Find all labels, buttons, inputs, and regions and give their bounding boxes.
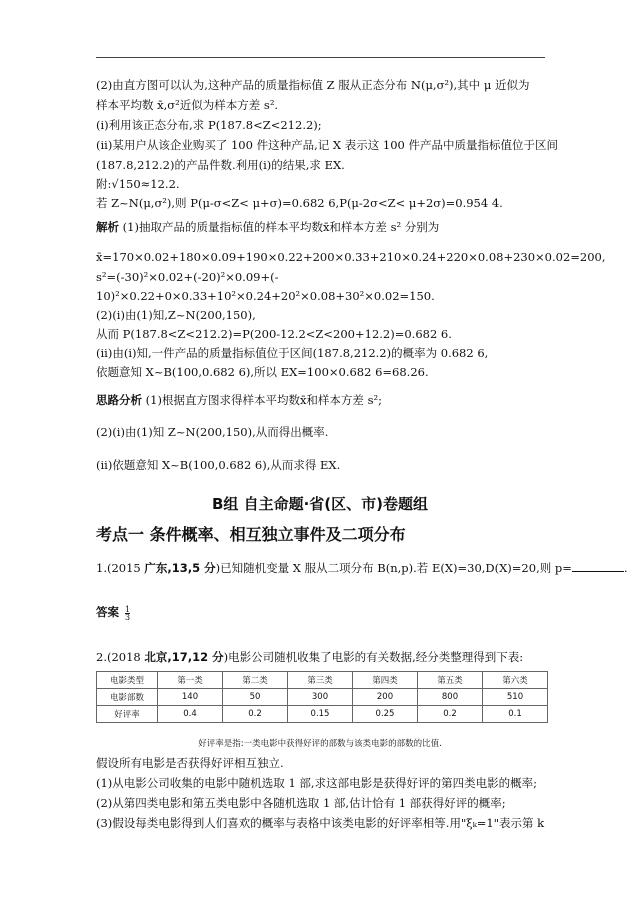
analysis-first-line [96,393,382,408]
table-cell: 电影部数 [97,689,158,706]
table-header-cell: 第四类 [353,672,418,689]
solution-first-line [96,220,439,235]
table-cell: 140 [158,689,223,706]
problem-part2-line: (2)由直方图可以认为,这种产品的质量指标值 Z 服从正态分布 N(μ,σ²),其中 μ 近似为 [96,78,530,92]
appendix-line: 若 Z~N(μ,σ²),则 P(μ-σ<Z< μ+σ)=0.682 6,P(μ-2σ<Z< μ+2σ)=0.954 4. [96,196,503,210]
solution-line: 依题意知 X~B(100,0.682 6),所以 EX=100×0.682 6=68.26. [96,365,429,379]
question-1-text: )已知随机变量 X 服从二项分布 B(n,p).若 E(X)=30,D(X)=20,则 p= [215,561,572,575]
answer-blank [572,561,624,572]
question-1-number: 1.(2015 [96,561,145,575]
table-cell: 0.2 [418,706,483,723]
question-2-text: )电影公司随机收集了电影的有关数据,经分类整理得到下表: [223,650,524,664]
section-title: 考点一 条件概率、相互独立事件及二项分布 [96,525,406,544]
question-2 [96,650,523,665]
table-cell: 0.2 [223,706,288,723]
table-cell: 200 [353,689,418,706]
solution-line: x̄=170×0.02+180×0.09+190×0.22+200×0.33+210×0.24+220×0.08+230×0.02=200, [96,250,606,264]
table-cell: 50 [223,689,288,706]
analysis-line: (ii)依题意知 X~B(100,0.682 6),从而求得 EX. [96,458,341,472]
group-title: B组 自主命题·省(区、市)卷题组 [211,495,429,513]
table-cell: 好评率 [97,706,158,723]
solution-line: (2)(i)由(1)知,Z~N(200,150), [96,308,256,322]
problem-line: (ii)某用户从该企业购买了 100 件这种产品,记 X 表示这 100 件产品中质量指标值位于区间 [96,138,559,152]
movie-data-table [96,671,548,723]
question-2-part: (3)假设每类电影得到人们喜欢的概率与表格中该类电影的好评率相等.用"ξₖ=1"表示第 k [96,816,545,830]
analysis-line: (2)(i)由(1)知 Z~N(200,150),从而得出概率. [96,425,329,439]
solution-line: s²=(-30)²×0.02+(-20)²×0.09+(- [96,270,279,284]
answer-fraction [125,606,130,621]
table-header-row [97,672,548,689]
problem-line: (i)利用该正态分布,求 P(187.8<Z<212.2); [96,118,322,132]
problem-line: (187.8,212.2)的产品件数.利用(i)的结果,求 EX. [96,158,345,172]
answer-label: 答案 [96,605,119,619]
solution-text: (1)抽取产品的质量指标值的样本平均数x̄和样本方差 s² 分别为 [119,220,440,234]
question-2-part: (1)从电影公司收集的电影中随机选取 1 部,求这部电影是获得好评的第四类电影的概率; [96,776,537,790]
appendix-line: 附:√150≈12.2. [96,177,180,191]
solution-label: 解析 [96,220,119,234]
question-1-source: 广东,13,5 分 [144,561,216,575]
fraction-denominator: 3 [125,612,131,622]
table-header-cell: 第二类 [223,672,288,689]
table-row [97,706,548,723]
table-cell: 800 [418,689,483,706]
solution-line: (ii)由(i)知,一件产品的质量指标值位于区间(187.8,212.2)的概率为 0.682 6, [96,346,489,360]
solution-line: 10)²×0.22+0×0.33+10²×0.24+20²×0.08+30²×0.02=150. [96,289,435,303]
question-2-number: 2.(2018 [96,650,145,664]
table-cell: 510 [483,689,548,706]
table-header-cell: 第六类 [483,672,548,689]
problem-line: 样本平均数 x̄,σ²近似为样本方差 s². [96,98,279,112]
table-cell: 0.25 [353,706,418,723]
table-cell: 0.1 [483,706,548,723]
question-2-assumption: 假设所有电影是否获得好评相互独立. [96,756,284,770]
header-rule [96,57,545,58]
analysis-label: 思路分析 [96,393,142,407]
table-header-cell: 第一类 [158,672,223,689]
analysis-text: (1)根据直方图求得样本平均数x̄和样本方差 s²; [142,393,382,407]
table-header-cell: 电影类型 [97,672,158,689]
question-1-end: . [623,561,628,575]
table-cell: 0.15 [288,706,353,723]
question-2-part: (2)从第四类电影和第五类电影中各随机选取 1 部,估计恰有 1 部获得好评的概率; [96,796,506,810]
table-header-cell: 第五类 [418,672,483,689]
table-cell: 0.4 [158,706,223,723]
question-1 [96,561,628,576]
table-header-cell: 第三类 [288,672,353,689]
fraction-numerator: 1 [125,604,131,614]
answer-line [96,605,130,621]
question-2-source: 北京,17,12 分 [144,650,224,664]
table-cell: 300 [288,689,353,706]
table-row [97,689,548,706]
solution-line: 从而 P(187.8<Z<212.2)=P(200-12.2<Z<200+12.2)=0.682 6. [96,327,452,341]
table-note: 好评率是指:一类电影中获得好评的部数与该类电影的部数的比值. [198,739,442,749]
